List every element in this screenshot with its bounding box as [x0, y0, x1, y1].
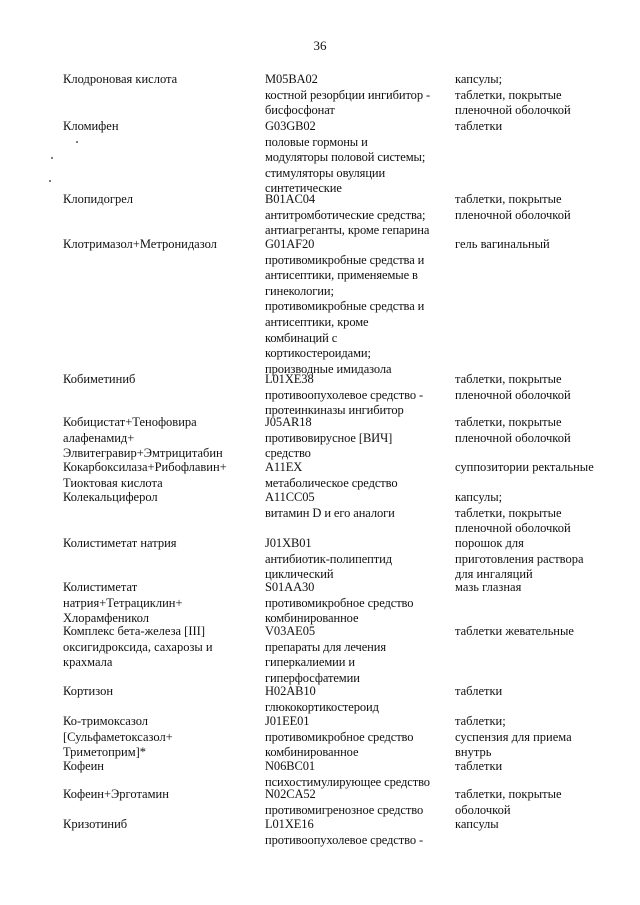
- atc-code-and-group: [265, 787, 445, 818]
- atc-code-and-group-line: стимуляторы овуляции: [265, 165, 386, 180]
- drug-name-line: Колекальциферол: [63, 490, 158, 504]
- atc-code-and-group-line: G01AF20: [265, 237, 315, 251]
- atc-code-and-group: [265, 490, 445, 521]
- atc-code-and-group-line: J01EE01: [265, 714, 310, 728]
- dosage-form-line: таблетки, покрытые: [455, 87, 562, 102]
- dosage-form: [455, 787, 635, 818]
- atc-code-and-group-line: противомикробные средства и: [265, 299, 425, 314]
- drug-name: [63, 119, 253, 135]
- drug-name-line: Элвитегравир+Эмтрицитабин: [63, 446, 223, 461]
- drug-name-line: Кокарбоксилаза+Рибофлавин+: [63, 460, 227, 474]
- atc-code-and-group-line: V03AE05: [265, 624, 315, 638]
- dosage-form-line: таблетки, покрытые: [455, 415, 562, 429]
- atc-code-and-group-line: бисфосфонат: [265, 103, 335, 118]
- atc-code-and-group-line: противоопухолевое средство -: [265, 387, 424, 402]
- atc-code-and-group-line: производные имидазола: [265, 361, 392, 376]
- atc-code-and-group-line: модуляторы половой системы;: [265, 150, 426, 165]
- dosage-form-line: таблетки жевательные: [455, 624, 574, 638]
- atc-code-and-group-line: кортикостероидами;: [265, 346, 371, 361]
- drug-name: [63, 192, 253, 208]
- dosage-form-line: гель вагинальный: [455, 237, 550, 251]
- drug-name: [63, 415, 253, 462]
- atc-code-and-group-line: L01XE38: [265, 372, 314, 386]
- atc-code-and-group-line: гиперфосфатемии: [265, 670, 360, 685]
- dosage-form-line: таблетки, покрытые: [455, 372, 562, 386]
- atc-code-and-group: [265, 536, 445, 583]
- atc-code-and-group: [265, 714, 445, 761]
- atc-code-and-group-line: противомикробные средства и: [265, 252, 425, 267]
- atc-code-and-group-line: противомикробное средство: [265, 595, 414, 610]
- dosage-form-line: для ингаляций: [455, 567, 533, 582]
- drug-name: [63, 684, 253, 700]
- atc-code-and-group: [265, 624, 445, 686]
- drug-name: [63, 237, 253, 253]
- drug-name-line: крахмала: [63, 655, 113, 670]
- drug-name: [63, 580, 253, 627]
- dosage-form-line: пленочной оболочкой: [455, 521, 571, 536]
- atc-code-and-group-line: H02AB10: [265, 684, 316, 698]
- atc-code-and-group-line: глюкокортикостероид: [265, 699, 379, 714]
- atc-code-and-group: [265, 72, 445, 119]
- dosage-form: [455, 759, 635, 775]
- drug-name-line: Кломифен: [63, 119, 119, 133]
- atc-code-and-group-line: G03GB02: [265, 119, 316, 133]
- dosage-form-line: капсулы;: [455, 490, 503, 504]
- drug-name-line: оксигидроксида, сахарозы и: [63, 639, 213, 654]
- drug-name-line: алафенамид+: [63, 430, 135, 445]
- atc-code-and-group-line: гиперкалиемии и: [265, 655, 355, 670]
- dosage-form-line: внутрь: [455, 745, 492, 760]
- dosage-form: [455, 580, 635, 596]
- drug-name-line: Хлорамфеникол: [63, 611, 150, 626]
- dosage-form-line: пленочной оболочкой: [455, 207, 571, 222]
- drug-name-line: натрия+Тетрациклин+: [63, 595, 183, 610]
- atc-code-and-group-line: M05BA02: [265, 72, 318, 86]
- atc-code-and-group: [265, 415, 445, 462]
- atc-code-and-group-line: S01AA30: [265, 580, 315, 594]
- drug-name-line: Кортизон: [63, 684, 114, 698]
- atc-code-and-group: [265, 759, 445, 790]
- scan-speck: [76, 141, 78, 143]
- atc-code-and-group-line: L01XE16: [265, 817, 314, 831]
- atc-code-and-group-line: психостимулирующее средство: [265, 774, 430, 789]
- atc-code-and-group-line: витамин D и его аналоги: [265, 505, 395, 520]
- atc-code-and-group-line: циклический: [265, 567, 334, 582]
- dosage-form-line: оболочкой: [455, 802, 511, 817]
- dosage-form: [455, 192, 635, 223]
- dosage-form-line: суппозитории ректальные: [455, 460, 594, 474]
- drug-name-line: Клотримазол+Метронидазол: [63, 237, 217, 251]
- dosage-form: [455, 624, 635, 640]
- atc-code-and-group-line: средство: [265, 446, 311, 461]
- atc-code-and-group-line: A11CC05: [265, 490, 315, 504]
- atc-code-and-group-line: комбинаций с: [265, 330, 338, 345]
- atc-code-and-group-line: костной резорбции ингибитор -: [265, 87, 431, 102]
- drug-name-line: Клопидогрел: [63, 192, 133, 206]
- drug-name-line: Кофеин+Эрготамин: [63, 787, 169, 801]
- drug-name-line: [Сульфаметоксазол+: [63, 729, 173, 744]
- drug-name-line: Колистиметат натрия: [63, 536, 177, 550]
- atc-code-and-group-line: N02CA52: [265, 787, 316, 801]
- atc-code-and-group-line: B01AC04: [265, 192, 316, 206]
- dosage-form-line: таблетки, покрытые: [455, 505, 562, 520]
- atc-code-and-group: [265, 192, 445, 239]
- drug-name: [63, 490, 253, 506]
- atc-code-and-group-line: антибиотик-полипептид: [265, 551, 392, 566]
- drug-name-line: Кризотиниб: [63, 817, 128, 831]
- atc-code-and-group-line: N06BC01: [265, 759, 316, 773]
- dosage-form-line: таблетки: [455, 684, 503, 698]
- dosage-form-line: таблетки: [455, 119, 503, 133]
- dosage-form-line: приготовления раствора: [455, 551, 584, 566]
- scan-speck: [49, 180, 51, 182]
- drug-name: [63, 536, 253, 552]
- drug-name: [63, 787, 253, 803]
- drug-name: [63, 72, 253, 88]
- atc-code-and-group-line: J01XB01: [265, 536, 312, 550]
- atc-code-and-group-line: метаболическое средство: [265, 475, 398, 490]
- dosage-form: [455, 817, 635, 833]
- atc-code-and-group-line: комбинированное: [265, 611, 359, 626]
- page-number: 36: [313, 38, 327, 53]
- dosage-form: [455, 490, 635, 537]
- drug-name-line: Ко-тримоксазол: [63, 714, 149, 728]
- atc-code-and-group-line: комбинированное: [265, 745, 359, 760]
- atc-code-and-group-line: препараты для лечения: [265, 639, 386, 654]
- drug-name: [63, 759, 253, 775]
- dosage-form: [455, 684, 635, 700]
- atc-code-and-group-line: противовирусное [ВИЧ]: [265, 430, 393, 445]
- atc-code-and-group-line: противомигренозное средство: [265, 802, 424, 817]
- atc-code-and-group-line: противомикробное средство: [265, 729, 414, 744]
- dosage-form-line: пленочной оболочкой: [455, 387, 571, 402]
- dosage-form-line: капсулы: [455, 817, 499, 831]
- atc-code-and-group-line: антисептики, кроме: [265, 314, 369, 329]
- drug-name: [63, 624, 253, 671]
- dosage-form-line: пленочной оболочкой: [455, 103, 571, 118]
- drug-name: [63, 460, 253, 491]
- drug-name-line: Клодроновая кислота: [63, 72, 178, 86]
- dosage-form: [455, 119, 635, 135]
- drug-name-line: Кофеин: [63, 759, 104, 773]
- atc-code-and-group-line: противоопухолевое средство -: [265, 832, 424, 847]
- dosage-form-line: пленочной оболочкой: [455, 430, 571, 445]
- atc-code-and-group: [265, 580, 445, 627]
- dosage-form: [455, 372, 635, 403]
- atc-code-and-group-line: антисептики, применяемые в: [265, 268, 418, 283]
- drug-name: [63, 714, 253, 761]
- atc-code-and-group-line: гинекологии;: [265, 283, 334, 298]
- dosage-form-line: мазь глазная: [455, 580, 522, 594]
- atc-code-and-group-line: синтетические: [265, 181, 342, 196]
- atc-code-and-group: [265, 684, 445, 715]
- drug-name: [63, 372, 253, 388]
- atc-code-and-group-line: протеинкиназы ингибитор: [265, 403, 404, 418]
- dosage-form-line: суспензия для приема: [455, 729, 572, 744]
- atc-code-and-group-line: A11EX: [265, 460, 303, 474]
- atc-code-and-group-line: половые гормоны и: [265, 134, 368, 149]
- drug-name-line: Тиоктовая кислота: [63, 475, 163, 490]
- atc-code-and-group: [265, 372, 445, 419]
- drug-name: [63, 817, 253, 833]
- drug-name-line: Кобиметиниб: [63, 372, 136, 386]
- dosage-form: [455, 536, 635, 583]
- atc-code-and-group-line: антиагреганты, кроме гепарина: [265, 223, 430, 238]
- scan-speck: [51, 157, 53, 159]
- dosage-form-line: таблетки, покрытые: [455, 787, 562, 801]
- drug-name-line: Комплекс бета-железа [III]: [63, 624, 205, 638]
- drug-name-line: Триметоприм]*: [63, 745, 147, 760]
- dosage-form: [455, 460, 635, 476]
- atc-code-and-group: [265, 119, 445, 197]
- drug-name-line: Колистиметат: [63, 580, 138, 594]
- dosage-form: [455, 415, 635, 446]
- dosage-form-line: капсулы;: [455, 72, 503, 86]
- atc-code-and-group-line: J05AR18: [265, 415, 312, 429]
- dosage-form-line: порошок для: [455, 536, 524, 550]
- atc-code-and-group: [265, 460, 445, 491]
- dosage-form: [455, 72, 635, 119]
- atc-code-and-group: [265, 817, 445, 848]
- dosage-form: [455, 714, 635, 761]
- dosage-form-line: таблетки: [455, 759, 503, 773]
- dosage-form-line: таблетки, покрытые: [455, 192, 562, 206]
- dosage-form-line: таблетки;: [455, 714, 506, 728]
- atc-code-and-group-line: антитромботические средства;: [265, 207, 426, 222]
- atc-code-and-group: [265, 237, 445, 377]
- drug-name-line: Кобицистат+Тенофовира: [63, 415, 197, 429]
- dosage-form: [455, 237, 635, 253]
